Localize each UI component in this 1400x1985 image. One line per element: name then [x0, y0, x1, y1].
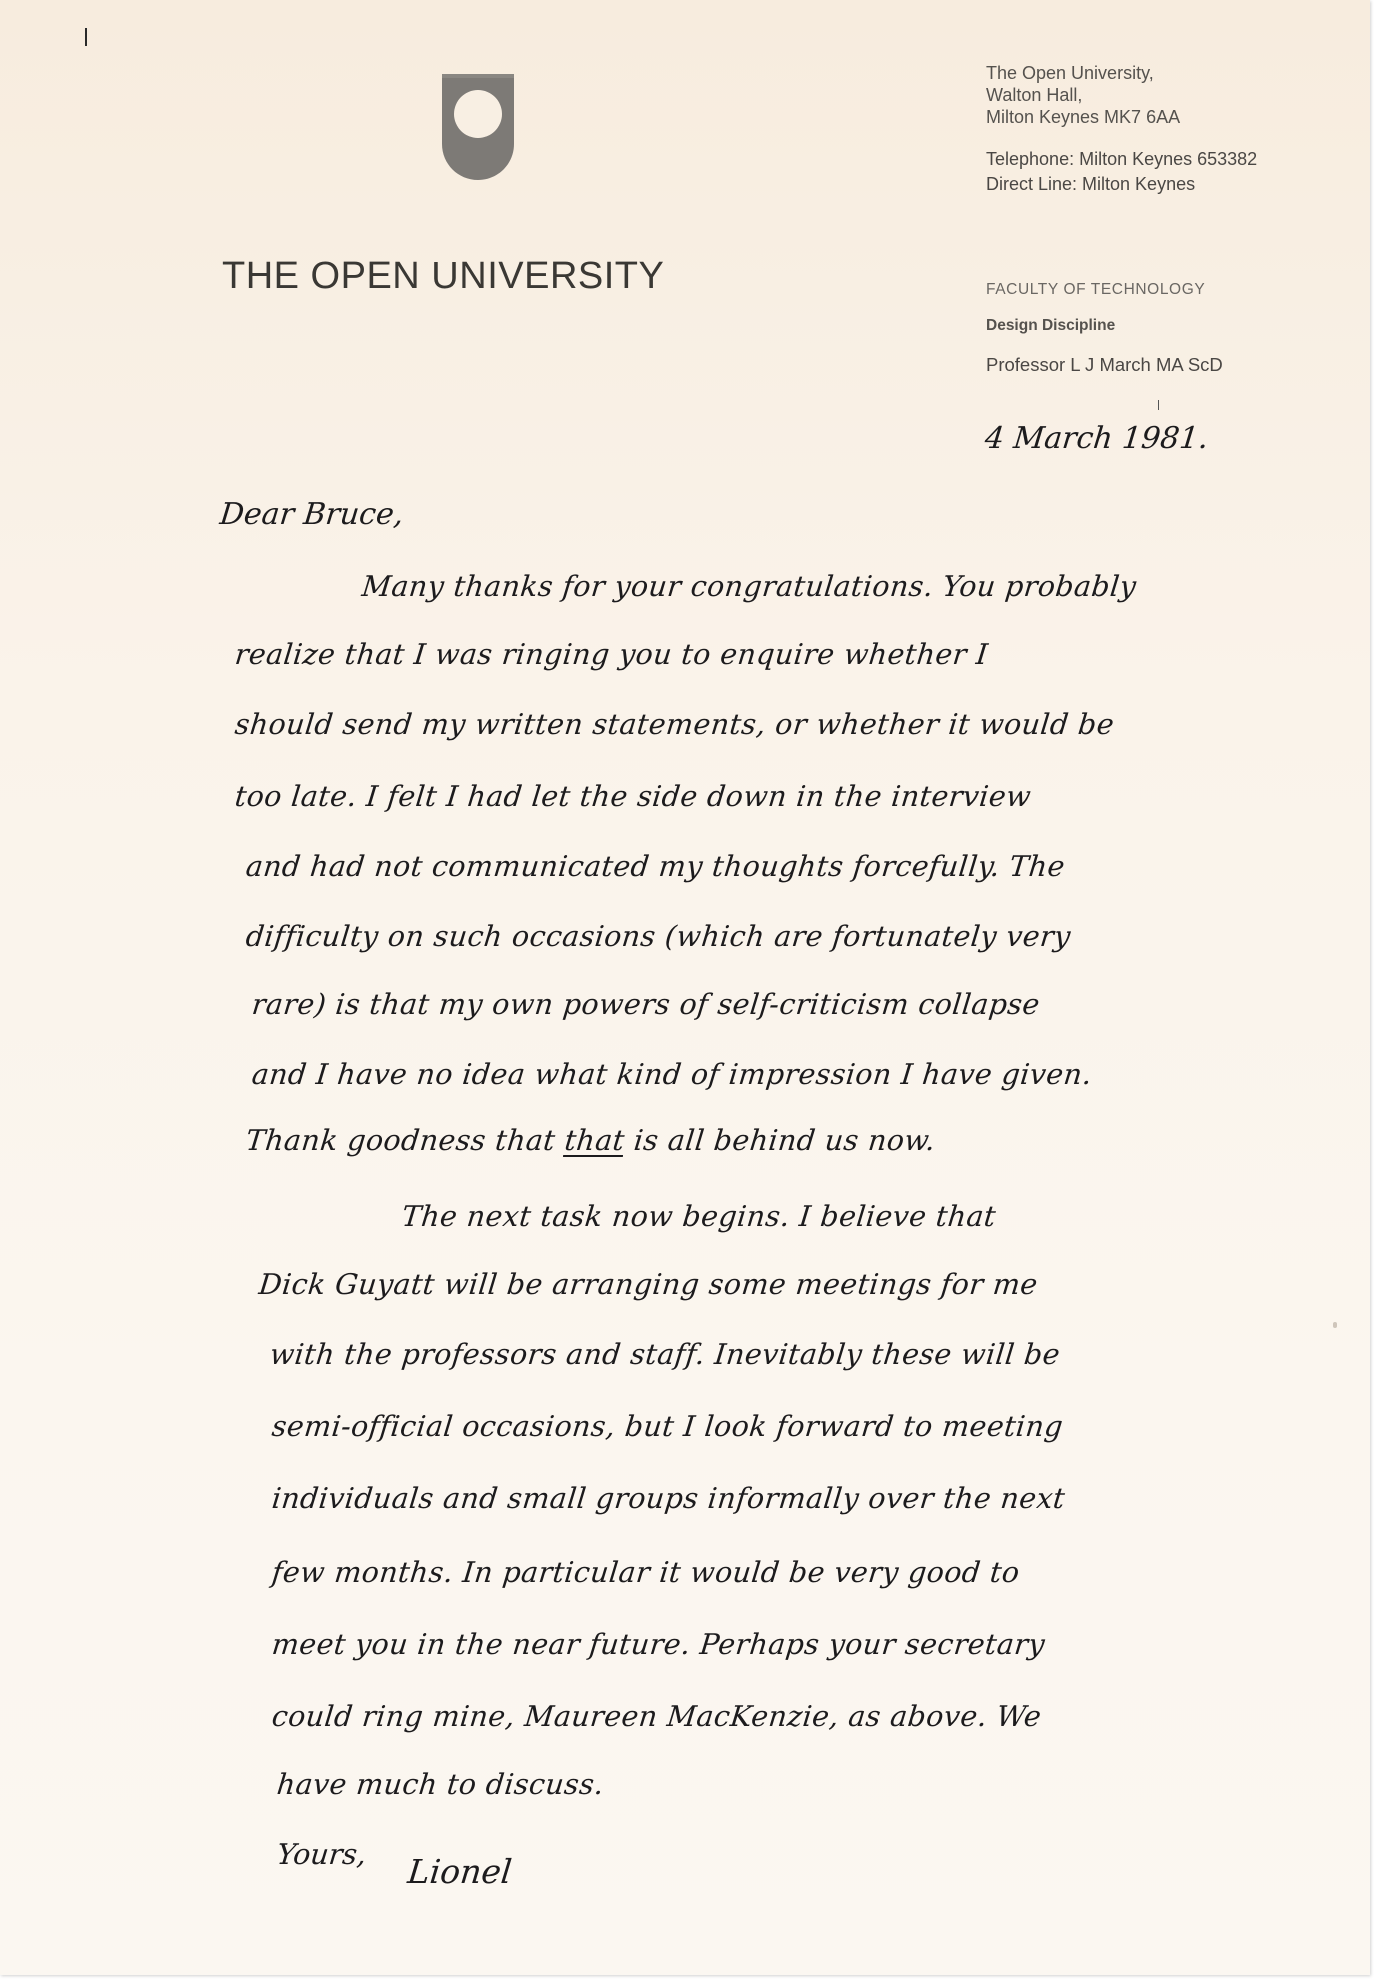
letter-line: semi-official occasions, but I look forward to meeting [270, 1410, 1065, 1443]
telephone-line: Telephone: Milton Keynes 653382 [986, 149, 1258, 169]
institution-name: THE OPEN UNIVERSITY [222, 255, 665, 297]
letter-line: with the professors and staff. Inevitably these will be [268, 1338, 1062, 1371]
letter-line: rare) is that my own powers of self-criticism collapse [250, 988, 1042, 1021]
letterhead-address [986, 62, 1180, 128]
scan-mark [85, 28, 87, 46]
letter-line: individuals and small groups informally over the next [270, 1482, 1067, 1515]
letter-line: meet you in the near future. Perhaps your secretary [270, 1628, 1047, 1661]
faculty-name: FACULTY OF TECHNOLOGY [986, 281, 1206, 298]
letter-line: have much to discuss. [275, 1768, 606, 1801]
line-prefix: Thank goodness that [244, 1124, 557, 1157]
letter-line: and had not communicated my thoughts forcefully. The [244, 850, 1067, 883]
professor-name: Professor L J March MA ScD [986, 354, 1223, 375]
direct-line: Direct Line: Milton Keynes [986, 174, 1196, 194]
letterhead-phones [986, 147, 1257, 197]
letter-line: and I have no idea what kind of impression I have given. [250, 1058, 1094, 1091]
letter-line-emphasis [244, 1124, 937, 1157]
paper-mark [1333, 1322, 1337, 1328]
closing: Yours, [275, 1838, 368, 1871]
address-line: The Open University, [986, 63, 1154, 83]
letter-line: too late. I felt I had let the side down in the interview [233, 780, 1033, 813]
signature: Lionel [405, 1852, 514, 1891]
underlined-word: that [562, 1124, 627, 1157]
letter-line: difficulty on such occasions (which are fortunately very [244, 920, 1073, 953]
address-line: Walton Hall, [986, 85, 1083, 105]
letter-line: should send my written statements, or whether it would be [233, 708, 1116, 741]
letter-line: could ring mine, Maureen MacKenzie, as above. We [270, 1700, 1043, 1733]
letter-line: few months. In particular it would be very good to [270, 1556, 1022, 1589]
address-line: Milton Keynes MK7 6AA [986, 107, 1181, 127]
pen-tick-mark [1158, 400, 1159, 410]
salutation: Dear Bruce, [218, 497, 406, 532]
line-suffix: is all behind us now. [632, 1124, 938, 1157]
discipline-name: Design Discipline [986, 317, 1116, 334]
letter-line: realize that I was ringing you to enquire whether I [233, 638, 990, 671]
open-university-shield-logo-icon [440, 72, 516, 182]
letter-line: Dick Guyatt will be arranging some meetings for me [257, 1268, 1040, 1301]
letter-line: The next task now begins. I believe that [400, 1200, 998, 1233]
letter-date: 4 March 1981. [983, 421, 1210, 456]
letter-line: Many thanks for your congratulations. You probably [360, 570, 1138, 603]
